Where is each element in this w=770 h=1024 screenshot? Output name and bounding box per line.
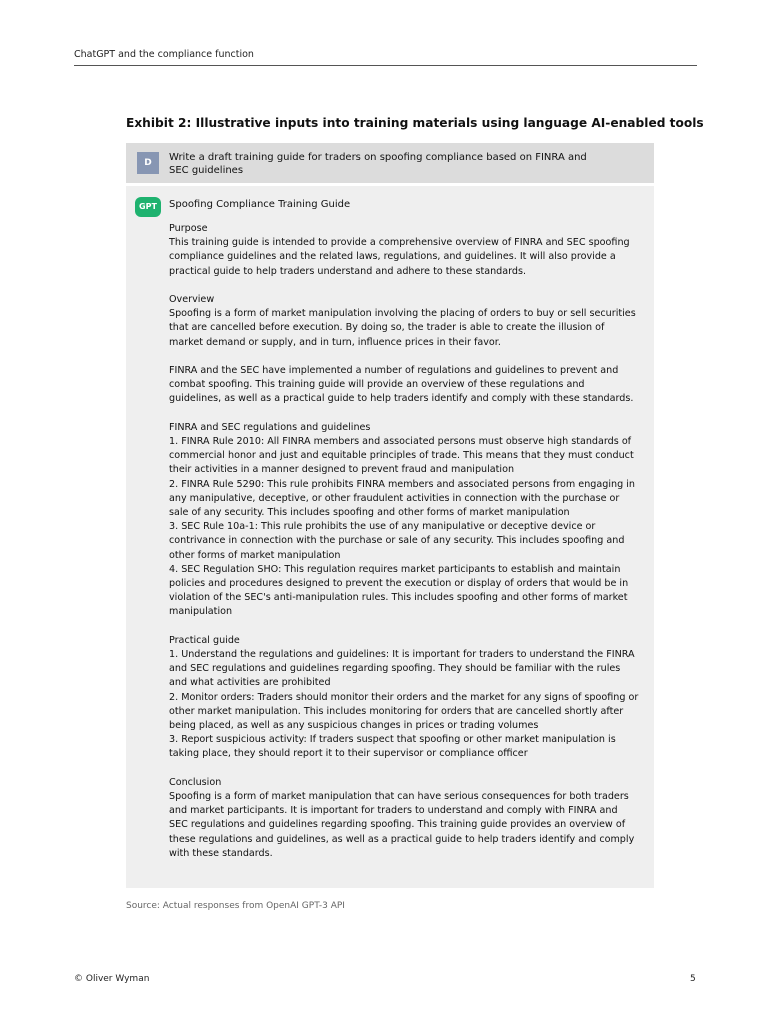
section-text: Spoofing is a form of market manipulation that can have serious consequences for both traders and market participants. It is important for traders to understand and comply with FINRA and SEC regulations and guidelines regarding spoofing. This training guide provides an overview of these regulations and guidelines, as well as a practical guide to help traders identify and comply with these standards. bbox=[169, 791, 635, 859]
purpose-section bbox=[169, 222, 639, 279]
overview-section bbox=[169, 293, 639, 407]
prompt-message bbox=[126, 143, 654, 183]
gpt-avatar: GPT bbox=[135, 197, 161, 217]
practical-section bbox=[169, 634, 639, 762]
section-heading: Purpose bbox=[169, 223, 208, 234]
source-note: Source: Actual responses from OpenAI GPT-3 API bbox=[126, 901, 345, 911]
prompt-text: Write a draft training guide for traders on spoofing compliance based on FINRA and SEC guidelines bbox=[169, 152, 587, 176]
list-item: 2. FINRA Rule 5290: This rule prohibits FINRA members and associated persons from engaging in any manipulative, deceptive, or other fraudulent activities in connection with the purchase or sale of any security. This includes spoofing and other forms of market manipulation bbox=[169, 478, 635, 519]
response-message bbox=[126, 186, 654, 888]
list-item: 2. Monitor orders: Traders should monitor their orders and the market for any signs of spoofing or other market manipulation. This includes monitoring for orders that are cancelled shortly after being placed, as well as any suspicious changes in prices or trading volumes bbox=[169, 691, 639, 732]
page-number: 5 bbox=[690, 974, 696, 984]
list-item: 3. SEC Rule 10a-1: This rule prohibits the use of any manipulative or deceptive device or contrivance in connection with the purchase or sale of any security. This includes spoofing and other forms of market manipulation bbox=[169, 521, 625, 561]
regulations-section bbox=[169, 421, 639, 620]
section-heading: FINRA and SEC regulations and guidelines bbox=[169, 421, 371, 433]
section-text: Spoofing is a form of market manipulation involving the placing of orders to buy or sell securities that are cancelled before execution. By doing so, the trader is able to create the illusion of market demand or supply, and in turn, influence prices in their favor. bbox=[169, 308, 636, 348]
conclusion-section bbox=[169, 776, 639, 861]
header-divider bbox=[74, 65, 697, 66]
response-title: Spoofing Compliance Training Guide bbox=[169, 199, 351, 210]
list-item: 3. Report suspicious activity: If traders suspect that spoofing or other market manipulation is taking place, they should report it to their supervisor or compliance officer bbox=[169, 734, 616, 760]
response-body bbox=[169, 222, 639, 861]
exhibit-title: Exhibit 2: Illustrative inputs into training materials using language AI-enabled tools bbox=[126, 116, 704, 130]
list-item: 1. Understand the regulations and guidelines: It is important for traders to understand the FINRA and SEC regulations and guidelines regarding spoofing. They should be familiar with the rules and what activities are prohibited bbox=[169, 649, 635, 689]
footer-copyright: © Oliver Wyman bbox=[74, 974, 150, 984]
user-avatar: D bbox=[137, 152, 159, 174]
section-text: This training guide is intended to provide a comprehensive overview of FINRA and SEC spoofing compliance guidelines and the related laws, regulations, and guidelines. It will also provide a practical guide to help traders understand and adhere to these standards. bbox=[169, 237, 630, 277]
section-text: FINRA and the SEC have implemented a number of regulations and guidelines to prevent and combat spoofing. This training guide will provide an overview of these regulations and guidelines, as well as a practical guide to help traders identify and comply with these standards. bbox=[169, 365, 634, 405]
list-item: 1. FINRA Rule 2010: All FINRA members and associated persons must observe high standards of commercial honor and just and equitable principles of trade. This means that they must conduct their activities in a manner designed to prevent fraud and manipulation bbox=[169, 436, 634, 476]
running-header: ChatGPT and the compliance function bbox=[74, 49, 254, 60]
section-heading: Practical guide bbox=[169, 634, 240, 646]
list-item: 4. SEC Regulation SHO: This regulation requires market participants to establish and maintain policies and procedures designed to prevent the execution or display of orders that would be in violation of the SEC's anti-manipulation rules. This includes spoofing and other forms of market manipulation bbox=[169, 563, 629, 618]
section-heading: Conclusion bbox=[169, 776, 222, 788]
section-heading: Overview bbox=[169, 294, 215, 305]
